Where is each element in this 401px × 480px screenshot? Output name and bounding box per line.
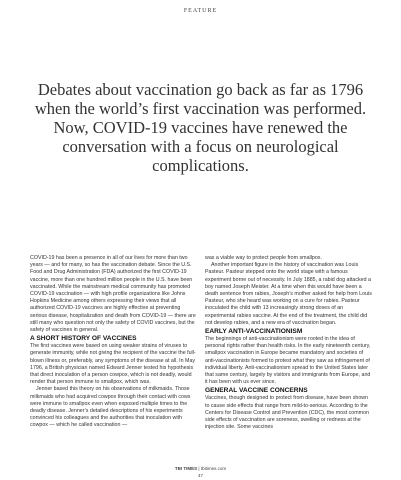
subheading: A SHORT HISTORY OF VACCINES: [30, 335, 137, 343]
footer-site-link[interactable]: tbitimes.com: [200, 466, 227, 471]
article-body: [30, 255, 372, 431]
paragraph: Another important figure in the history of vaccination was Louis Pasteur. Pasteur stepped onto the world stage with a famous experiment borne out of necessity. In July 1885, a rabid dog attacked a boy named Joseph Meister. At a time when this would have been a death sentence from rabies, Joseph’s mother asked for help from Louis Pasteur, who she heard was working on a cure for rabies. Pasteur inoculated the child with 13 increasingly strong doses of an experimental rabies vaccine. At the end of the treatment, the child did not develop rabies, and a new era of vaccination began.: [205, 262, 372, 326]
footer: [0, 466, 401, 471]
paragraph: Jenner based this theory on his observations of milkmaids. Those milkmaids who had acquired cowpox through their contact with cows were immune to smallpox even when exposed multiple times to the deadly disease. Jenner’s detailed descriptions of his experiments convinced his colleagues and the authorities that inoculation with cowpox — which he called vaccination —: [30, 386, 191, 429]
right-column: [205, 255, 372, 431]
paragraph: Vaccines, though designed to protect from disease, have been shown to cause side effects that range from mild-to-serious. According to the Centers for Disease Control and Prevention (CDC), the most common side effects of vaccination are soreness, swelling or redness at the injection site. Some vaccines: [205, 395, 369, 431]
paragraph: The first vaccines were based on using weaker strains of viruses to generate immunity, while not giving the recipient of the vaccine the full-blown illness or, preferably, any symptoms of the disease at all. In May 1796, a British physician named Edward Jenner tested his hypothesis that direct inoculation of a person cowpox, which is not deadly, would render that person immune to smallpox, which was.: [30, 343, 196, 386]
left-column: [30, 255, 197, 431]
page-number: 47: [197, 473, 203, 478]
paragraph: was a viable way to protect people from smallpox.: [205, 255, 322, 261]
section-label: FEATURE: [183, 8, 218, 14]
paragraph: The beginnings of anti-vaccinationism were rooted in the idea of personal rights rather than health risks. In the early nineteenth century, smallpox vaccination in Europe became mandatory and societies of anti-vaccinationists formed to protest what they saw as infringement of individual liberty. Anti-vaccinationism spread to the United States later that same century, largely by visitors and immigrants from Europe, and it has been with us ever since.: [205, 336, 371, 386]
headline: Debates about vaccination go back as far as 1796 when the world’s first vaccination was performed. Now, COVID-19 vaccines have renewed the conversation with a focus on neurological complications.: [34, 80, 367, 175]
footer-brand: TBI TIMES: [174, 466, 198, 471]
subheading: GENERAL VACCINE CONCERNS: [205, 387, 308, 395]
paragraph: COVID-19 has been a presence in all of our lives for more than two years — and for many, so has the vaccination debate. Since the U.S. Food and Drug Administration (FDA) authorized the first COVID-19 vaccine, more than one hundred million people in the U.S. have been vaccinated. While the mainstream medical community has promoted COVID-19 vaccination — with high profile organizations like Johns Hopkins Medicine among others expressing their views that all authorized COVID-19 vaccines are highly effective at preventing serious disease, hospitalization and death from COVID-19 — there are still many who question not only the safety of COVID vaccines, but the safety of vaccines in general.: [30, 255, 196, 334]
footer-separator: |: [198, 466, 201, 471]
subheading: EARLY ANTI-VACCINATIONISM: [205, 328, 303, 336]
